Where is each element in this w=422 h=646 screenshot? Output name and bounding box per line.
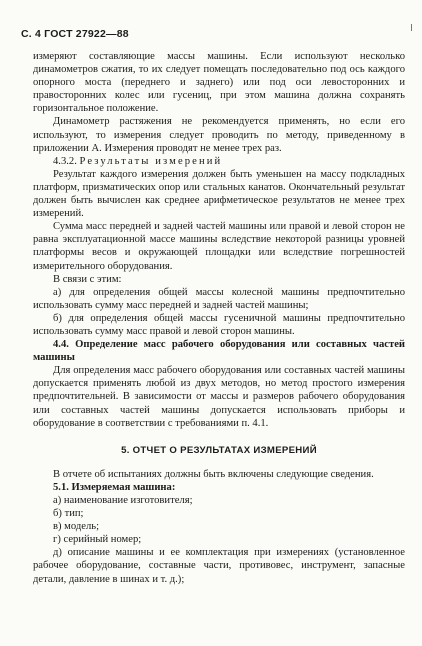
subsection-4-4-heading: 4.4. Определение масс рабочего оборудования или составных частей машины [33, 339, 405, 364]
list-item-manufacturer: а) наименование изготовителя; [53, 495, 193, 506]
paragraph-therefore: В связи с этим: [53, 273, 122, 285]
paragraph-dynamometer: Динамометр растяжения не рекомендуется применять, но если его используют, то измерения следует проводить по методу, приведенному в приложении А. Измерения проводят не менее трех раз. [33, 116, 405, 154]
margin-mark [411, 24, 412, 31]
list-item-type: б) тип; [53, 508, 84, 520]
subsection-4-3-2-title: Результаты измерений [79, 155, 223, 167]
item-tracked: б) для определения общей массы гусеничной машины предпочтительно использовать сумму масс правой и левой сторон машины. [33, 312, 405, 337]
section-5-title: 5. ОТЧЕТ О РЕЗУЛЬТАТАХ ИЗМЕРЕНИЙ [121, 444, 317, 456]
paragraph-report: В отчете об испытаниях должны быть включены следующие сведения. [53, 468, 374, 480]
list-item-description: д) описание машины и ее комплектация при измерениях (установленное рабочее оборудование, составные части, противовес, инструмент, запасные детали, давление в шинах и т. д.); [33, 547, 405, 585]
subsection-4-3-2-number: 4.3.2. [53, 155, 77, 167]
paragraph-result: Результат каждого измерения должен быть уменьшен на массу подкладных платформ, призматических опор или стальных канатов. Окончательный результат должен быть вычислен как среднее арифметическое результатов не менее трех измерений. [33, 168, 405, 220]
subsection-4-3-2-heading [33, 155, 405, 168]
list-item-model: в) модель; [53, 521, 100, 533]
item-wheeled: а) для определения общей массы колесной машины предпочтительно использовать сумму масс передней и задней частей машины; [33, 286, 405, 311]
page-content [33, 50, 405, 586]
paragraph-equipment: Для определения масс рабочего оборудования или составных частей машины допускается применять любой из двух методов, но метод простого измерения предпочтительней. В зависимости от массы и размеров рабочего оборудования или составных частей машины допускается использовать приборы и оборудование в соответствии с требованиями п. 4.1. [33, 365, 405, 429]
page-header: С. 4 ГОСТ 27922—88 [21, 28, 129, 40]
paragraph-sum-masses: Сумма масс передней и задней частей машины или правой и левой сторон не равна эксплуатационной массе машины вследствие некоторой разницы уровней платформы весов и окружающей площадки или вследствие погрешностей измерительного оборудования. [33, 221, 405, 272]
paragraph-continuation: измеряют составляющие массы машины. Если используют несколько динамометров сжатия, то их следует помещать последовательно под ось каждого опорного моста (переднего и заднего) или под оси левосторонних и правосторонних колес или гусениц, при этом машина должна сохранять горизонтальное положение. [33, 51, 405, 115]
subsection-5-1-heading: 5.1. Измеряемая машина: [53, 481, 176, 493]
list-item-serial: г) серийный номер; [53, 534, 142, 546]
